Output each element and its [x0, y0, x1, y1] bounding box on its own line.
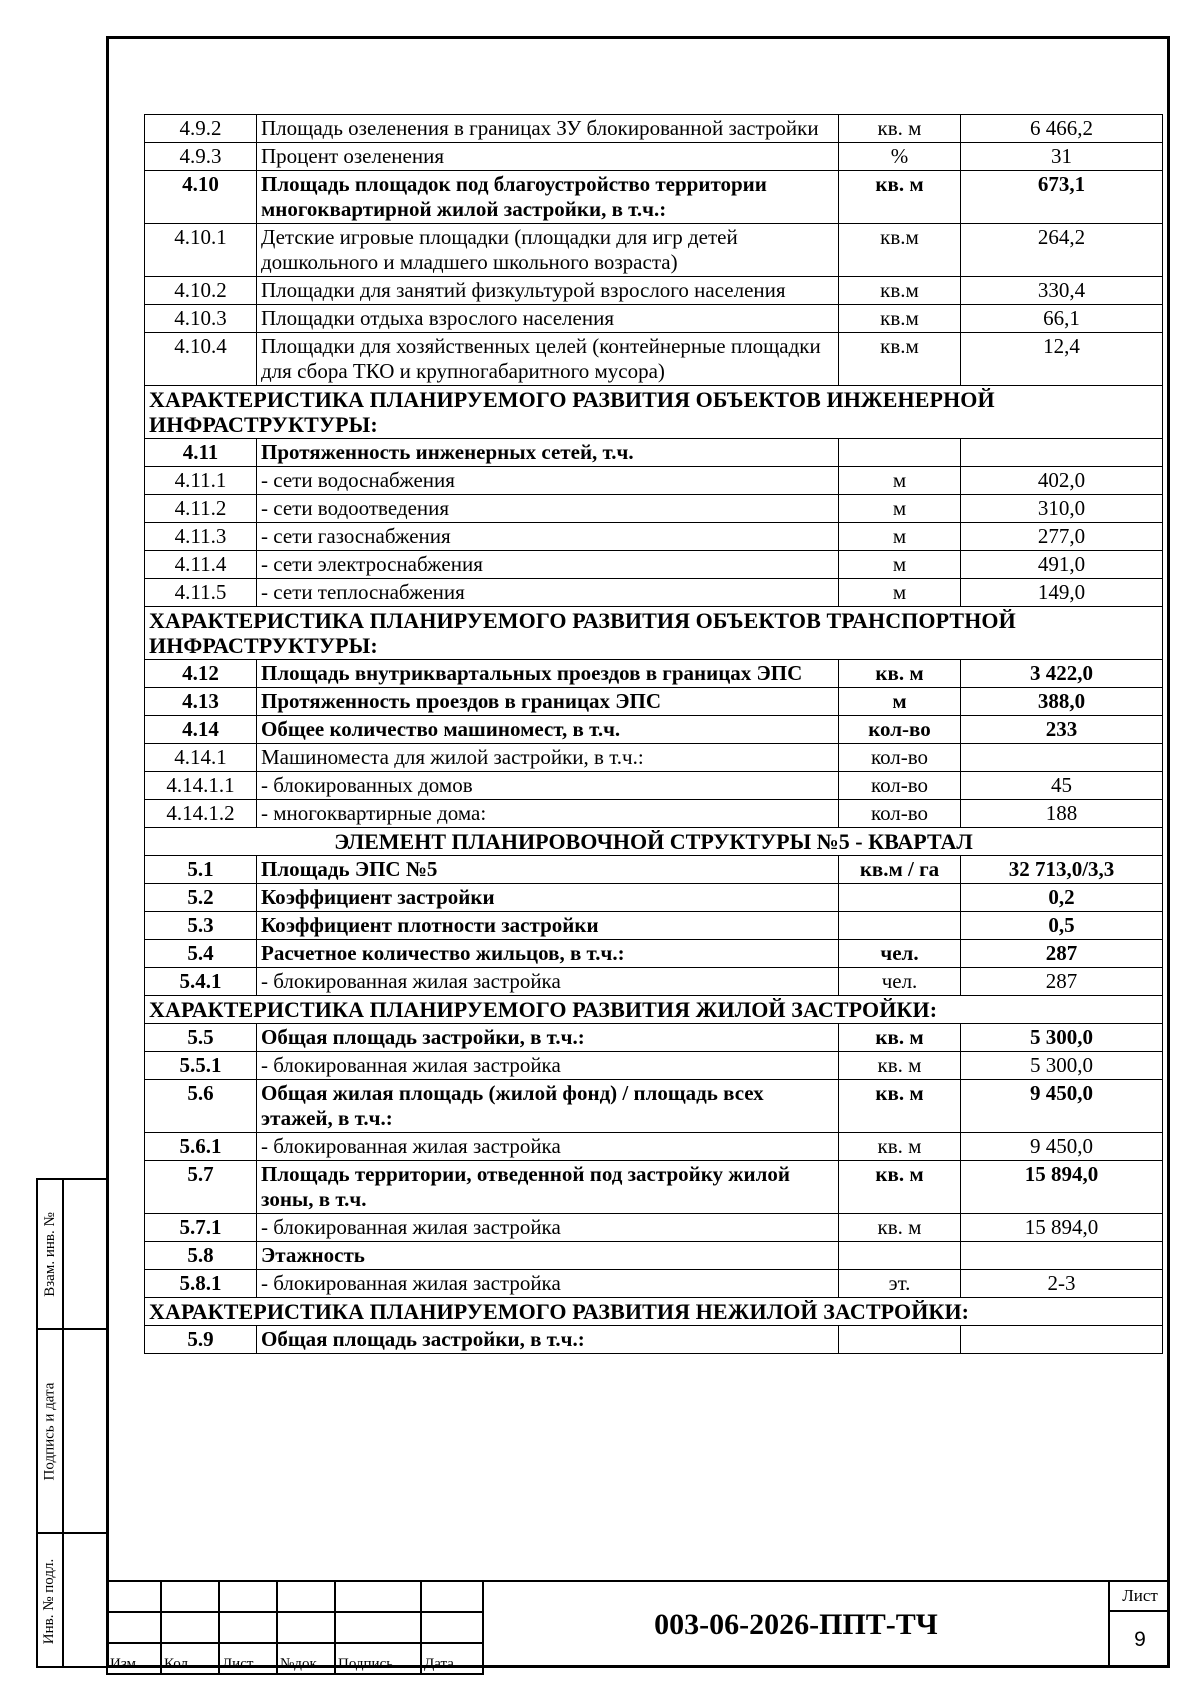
element-heading-row	[145, 828, 1163, 856]
row-number: 4.13	[145, 688, 257, 716]
section-heading: ХАРАКТЕРИСТИКА ПЛАНИРУЕМОГО РАЗВИТИЯ ЖИЛОЙ ЗАСТРОЙКИ:	[145, 996, 1163, 1024]
row-value: 149,0	[961, 579, 1163, 607]
row-value: 287	[961, 968, 1163, 996]
row-unit: кв.м / га	[839, 856, 961, 884]
row-name: - сети газоснабжения	[257, 523, 839, 551]
row-value: 330,4	[961, 277, 1163, 305]
table-row	[145, 856, 1163, 884]
row-value: 15 894,0	[961, 1161, 1163, 1214]
row-name: - сети теплоснабжения	[257, 579, 839, 607]
row-name: - блокированных домов	[257, 772, 839, 800]
table-row	[145, 1052, 1163, 1080]
row-name: Детские игровые площадки (площадки для игр детей дошкольного и младшего школьного возраста)	[257, 224, 839, 277]
row-value: 5 300,0	[961, 1024, 1163, 1052]
row-name: Площадь площадок под благоустройство территории многоквартирной жилой застройки, в т.ч.:	[257, 171, 839, 224]
section-heading: ХАРАКТЕРИСТИКА ПЛАНИРУЕМОГО РАЗВИТИЯ НЕЖИЛОЙ ЗАСТРОЙКИ:	[145, 1298, 1163, 1326]
stamp-header-podpis: Подпись	[335, 1643, 421, 1674]
row-value	[961, 744, 1163, 772]
row-unit: кол-во	[839, 744, 961, 772]
row-unit: м	[839, 551, 961, 579]
document-code: 003-06-2026-ППТ-ТЧ	[482, 1580, 1108, 1668]
stamp-header-kol: Кол.	[161, 1643, 219, 1674]
row-unit: кв. м	[839, 1214, 961, 1242]
row-name: - блокированная жилая застройка	[257, 1052, 839, 1080]
row-number: 5.4.1	[145, 968, 257, 996]
row-number: 5.1	[145, 856, 257, 884]
table-row	[145, 579, 1163, 607]
row-name: - сети водоснабжения	[257, 467, 839, 495]
table-row	[145, 1242, 1163, 1270]
table-row	[145, 1080, 1163, 1133]
row-unit: кв. м	[839, 1161, 961, 1214]
row-number: 5.4	[145, 940, 257, 968]
row-name: Процент озеленения	[257, 143, 839, 171]
table-row	[145, 1024, 1163, 1052]
side-label-podpis: Подпись и дата	[41, 1382, 58, 1480]
side-cell-podpis	[38, 1330, 106, 1534]
row-value: 9 450,0	[961, 1133, 1163, 1161]
row-value	[961, 1326, 1163, 1354]
row-unit: кв. м	[839, 1024, 961, 1052]
stamp-header-list: Лист	[219, 1643, 277, 1674]
row-unit: чел.	[839, 968, 961, 996]
row-name: - блокированная жилая застройка	[257, 968, 839, 996]
row-name: - сети электроснабжения	[257, 551, 839, 579]
row-number: 5.6.1	[145, 1133, 257, 1161]
row-name: Площадь озеленения в границах ЗУ блокированной застройки	[257, 115, 839, 143]
row-value: 66,1	[961, 305, 1163, 333]
row-unit: м	[839, 688, 961, 716]
table-row	[145, 1214, 1163, 1242]
row-value: 277,0	[961, 523, 1163, 551]
row-unit	[839, 884, 961, 912]
row-number: 5.5	[145, 1024, 257, 1052]
row-number: 5.9	[145, 1326, 257, 1354]
row-unit	[839, 1242, 961, 1270]
row-number: 4.12	[145, 660, 257, 688]
row-number: 5.7	[145, 1161, 257, 1214]
row-number: 5.5.1	[145, 1052, 257, 1080]
row-unit: м	[839, 467, 961, 495]
section-heading-row	[145, 996, 1163, 1024]
row-name: Площадь ЭПС №5	[257, 856, 839, 884]
table-row	[145, 772, 1163, 800]
row-number: 4.10.4	[145, 333, 257, 386]
table-row	[145, 495, 1163, 523]
row-name: - блокированная жилая застройка	[257, 1270, 839, 1298]
row-unit: чел.	[839, 940, 961, 968]
table-row	[145, 551, 1163, 579]
row-value: 5 300,0	[961, 1052, 1163, 1080]
row-unit	[839, 439, 961, 467]
side-label-inv: Инв. № подл.	[41, 1558, 58, 1644]
row-unit: кол-во	[839, 800, 961, 828]
indicators-table	[144, 114, 1163, 1354]
row-unit: м	[839, 523, 961, 551]
row-value: 9 450,0	[961, 1080, 1163, 1133]
row-number: 4.9.2	[145, 115, 257, 143]
row-unit: кв. м	[839, 1133, 961, 1161]
row-name: - блокированная жилая застройка	[257, 1214, 839, 1242]
row-value: 310,0	[961, 495, 1163, 523]
table-row	[145, 1161, 1163, 1214]
row-number: 4.10.1	[145, 224, 257, 277]
row-value: 188	[961, 800, 1163, 828]
row-unit: эт.	[839, 1270, 961, 1298]
section-heading-row	[145, 1298, 1163, 1326]
table-row	[145, 660, 1163, 688]
row-number: 4.10	[145, 171, 257, 224]
row-name: Машиноместа для жилой застройки, в т.ч.:	[257, 744, 839, 772]
row-value: 402,0	[961, 467, 1163, 495]
row-name: Протяженность проездов в границах ЭПС	[257, 688, 839, 716]
row-value: 45	[961, 772, 1163, 800]
table-row	[145, 940, 1163, 968]
table-row	[145, 224, 1163, 277]
table-row	[145, 800, 1163, 828]
row-value: 32 713,0/3,3	[961, 856, 1163, 884]
row-unit: кол-во	[839, 716, 961, 744]
row-value: 31	[961, 143, 1163, 171]
sheet-label: Лист	[1110, 1582, 1170, 1612]
stamp-header-ndok: №док	[277, 1643, 335, 1674]
row-number: 4.14.1	[145, 744, 257, 772]
row-number: 5.6	[145, 1080, 257, 1133]
row-value: 3 422,0	[961, 660, 1163, 688]
row-name: Общая площадь застройки, в т.ч.:	[257, 1024, 839, 1052]
row-unit: кв. м	[839, 1052, 961, 1080]
side-cell-inv	[38, 1534, 106, 1668]
table-row	[145, 171, 1163, 224]
row-name: Площадки для занятий физкультурой взрослого населения	[257, 277, 839, 305]
row-name: Площадки отдыха взрослого населения	[257, 305, 839, 333]
side-cell-vzam	[38, 1180, 106, 1330]
row-name: Общая жилая площадь (жилой фонд) / площадь всех этажей, в т.ч.:	[257, 1080, 839, 1133]
row-name: Коэффициент плотности застройки	[257, 912, 839, 940]
stamp-header-data: Дата	[421, 1643, 483, 1674]
row-name: Площадки для хозяйственных целей (контейнерные площадки для сбора ТКО и крупногабаритного мусора)	[257, 333, 839, 386]
row-unit: кв. м	[839, 115, 961, 143]
row-value: 0,2	[961, 884, 1163, 912]
row-unit: кв.м	[839, 277, 961, 305]
section-heading-row	[145, 607, 1163, 660]
table-row	[145, 143, 1163, 171]
row-value	[961, 439, 1163, 467]
section-heading: ХАРАКТЕРИСТИКА ПЛАНИРУЕМОГО РАЗВИТИЯ ОБЪЕКТОВ ИНЖЕНЕРНОЙ ИНФРАСТРУКТУРЫ:	[145, 386, 1163, 439]
row-number: 4.10.2	[145, 277, 257, 305]
row-number: 5.7.1	[145, 1214, 257, 1242]
row-value	[961, 1242, 1163, 1270]
table-row	[145, 1326, 1163, 1354]
row-name: Этажность	[257, 1242, 839, 1270]
row-unit: кв. м	[839, 1080, 961, 1133]
row-value: 673,1	[961, 171, 1163, 224]
row-number: 4.14	[145, 716, 257, 744]
row-value: 491,0	[961, 551, 1163, 579]
table-row	[145, 305, 1163, 333]
table-row	[145, 333, 1163, 386]
side-label-vzam: Взам. инв. №	[41, 1211, 58, 1297]
indicators-table-body	[145, 115, 1163, 1354]
row-number: 5.8.1	[145, 1270, 257, 1298]
row-unit: кол-во	[839, 772, 961, 800]
row-value: 264,2	[961, 224, 1163, 277]
table-row	[145, 912, 1163, 940]
row-name: Общая площадь застройки, в т.ч.:	[257, 1326, 839, 1354]
row-name: Протяженность инженерных сетей, т.ч.	[257, 439, 839, 467]
row-name: Площадь территории, отведенной под застройку жилой зоны, в т.ч.	[257, 1161, 839, 1214]
row-number: 4.14.1.1	[145, 772, 257, 800]
row-number: 4.11.3	[145, 523, 257, 551]
row-number: 5.2	[145, 884, 257, 912]
row-unit: кв. м	[839, 660, 961, 688]
table-row	[145, 1133, 1163, 1161]
row-number: 5.3	[145, 912, 257, 940]
row-number: 5.8	[145, 1242, 257, 1270]
row-unit: м	[839, 495, 961, 523]
row-value: 0,5	[961, 912, 1163, 940]
row-number: 4.11.4	[145, 551, 257, 579]
row-unit	[839, 912, 961, 940]
table-row	[145, 968, 1163, 996]
table-row	[145, 523, 1163, 551]
section-heading: ХАРАКТЕРИСТИКА ПЛАНИРУЕМОГО РАЗВИТИЯ ОБЪЕКТОВ ТРАНСПОРТНОЙ ИНФРАСТРУКТУРЫ:	[145, 607, 1163, 660]
table-row	[145, 744, 1163, 772]
row-name: - многоквартирные дома:	[257, 800, 839, 828]
row-number: 4.11.2	[145, 495, 257, 523]
row-name: Площадь внутриквартальных проездов в границах ЭПС	[257, 660, 839, 688]
table-row	[145, 277, 1163, 305]
table-row	[145, 688, 1163, 716]
row-unit: кв.м	[839, 305, 961, 333]
row-unit: %	[839, 143, 961, 171]
row-value: 2-3	[961, 1270, 1163, 1298]
side-stamp-strip	[36, 1178, 106, 1668]
row-unit	[839, 1326, 961, 1354]
row-value: 15 894,0	[961, 1214, 1163, 1242]
section-heading: ЭЛЕМЕНТ ПЛАНИРОВОЧНОЙ СТРУКТУРЫ №5 - КВАРТАЛ	[145, 828, 1163, 856]
section-heading-row	[145, 386, 1163, 439]
table-row	[145, 716, 1163, 744]
row-value: 6 466,2	[961, 115, 1163, 143]
row-name: Коэффициент застройки	[257, 884, 839, 912]
revision-grid	[106, 1580, 484, 1675]
row-unit: м	[839, 579, 961, 607]
table-row	[145, 884, 1163, 912]
row-number: 4.14.1.2	[145, 800, 257, 828]
row-number: 4.11.1	[145, 467, 257, 495]
row-name: - блокированная жилая застройка	[257, 1133, 839, 1161]
title-block	[106, 1580, 1170, 1672]
table-row	[145, 1270, 1163, 1298]
row-name: - сети водоотведения	[257, 495, 839, 523]
row-unit: кв. м	[839, 171, 961, 224]
row-name: Расчетное количество жильцов, в т.ч.:	[257, 940, 839, 968]
row-unit: кв.м	[839, 224, 961, 277]
table-row	[145, 467, 1163, 495]
sheet-box	[1108, 1580, 1170, 1668]
row-value: 287	[961, 940, 1163, 968]
row-value: 12,4	[961, 333, 1163, 386]
row-name: Общее количество машиномест, в т.ч.	[257, 716, 839, 744]
sheet-number: 9	[1134, 1628, 1146, 1651]
row-value: 233	[961, 716, 1163, 744]
row-value: 388,0	[961, 688, 1163, 716]
row-number: 4.10.3	[145, 305, 257, 333]
row-number: 4.11.5	[145, 579, 257, 607]
row-unit: кв.м	[839, 333, 961, 386]
row-number: 4.11	[145, 439, 257, 467]
table-row	[145, 439, 1163, 467]
stamp-header-izm: Изм.	[107, 1643, 161, 1674]
table-row	[145, 115, 1163, 143]
row-number: 4.9.3	[145, 143, 257, 171]
